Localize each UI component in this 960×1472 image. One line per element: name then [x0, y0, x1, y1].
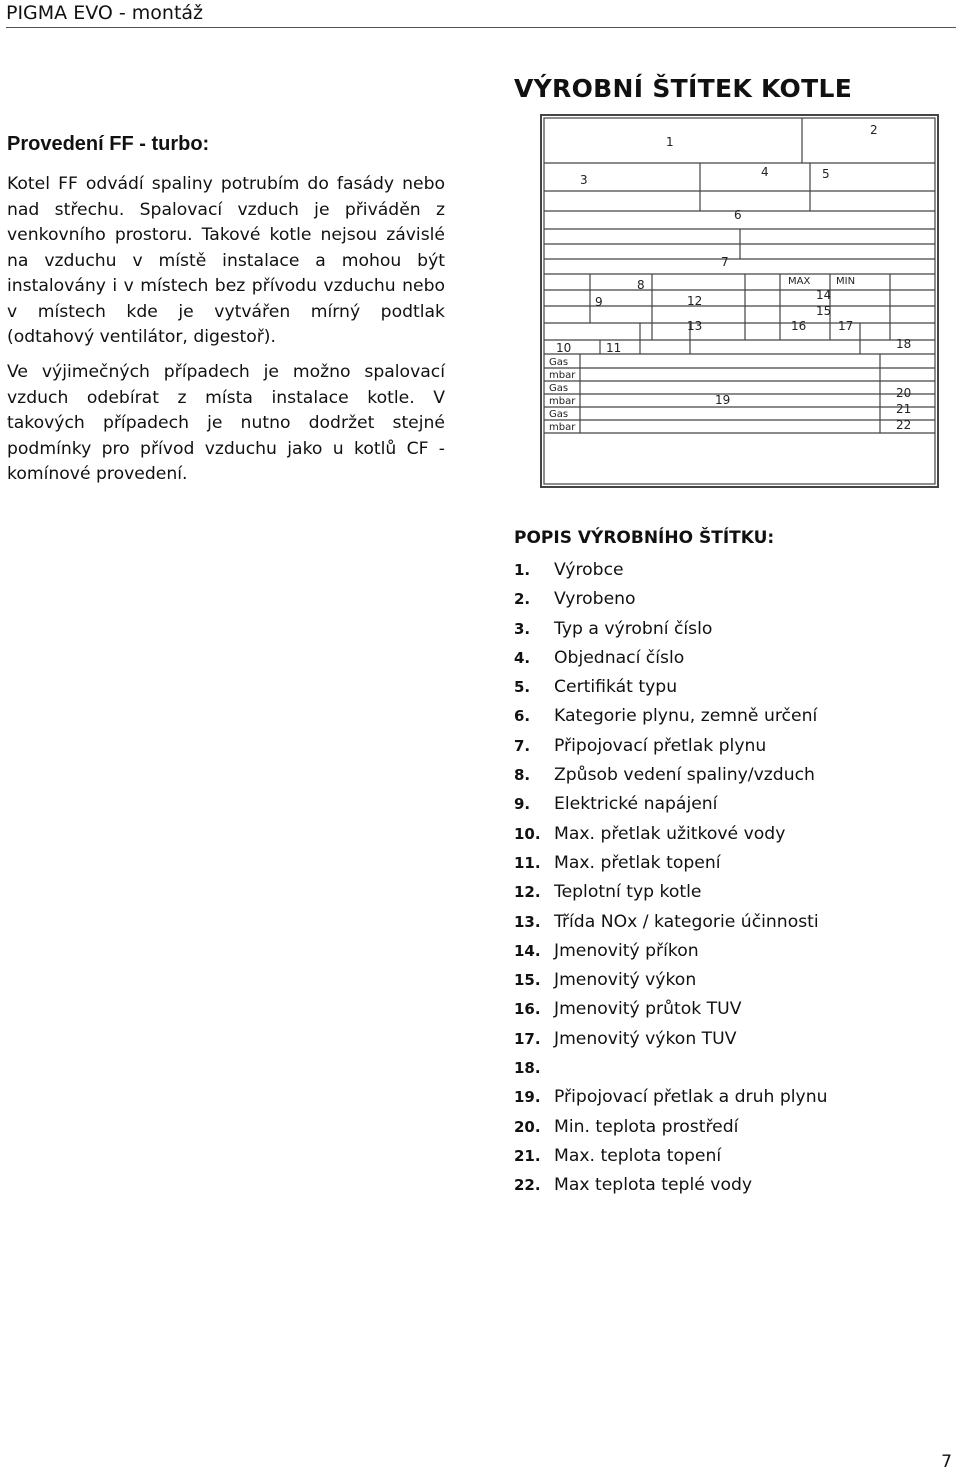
field-2-label: 2 — [870, 123, 878, 137]
field-4-label: 4 — [761, 165, 769, 179]
list-item — [514, 790, 828, 819]
field-12-label: 12 — [687, 294, 703, 308]
section-heading: Provedení FF - turbo: — [7, 133, 210, 155]
item-text: Max teplota teplé vody — [554, 1175, 753, 1196]
gas-label: Gas — [549, 357, 569, 368]
item-text: Připojovací přetlak a druh plynu — [554, 1087, 828, 1108]
list-item — [514, 585, 828, 614]
item-number: 6. — [514, 707, 531, 726]
gas-label: Gas — [549, 383, 569, 394]
field-18-label: 18 — [896, 337, 912, 351]
field-21-label: 21 — [896, 402, 912, 416]
field-6-label: 6 — [734, 208, 742, 222]
item-text: Max. teplota topení — [554, 1145, 722, 1166]
item-text: Max. přetlak užitkové vody — [554, 823, 786, 844]
item-text: Min. teplota prostředí — [554, 1116, 739, 1137]
list-item — [514, 966, 828, 995]
list-item — [514, 1142, 828, 1171]
item-text: Kategorie plynu, zemně určení — [554, 706, 818, 727]
item-number: 5. — [514, 678, 531, 697]
item-text: Teplotní typ kotle — [554, 882, 702, 903]
list-item — [514, 878, 828, 907]
item-number: 8. — [514, 766, 531, 785]
item-number: 19. — [514, 1088, 541, 1107]
min-label: MIN — [836, 276, 856, 287]
item-number: 12. — [514, 883, 541, 902]
field-11-label: 11 — [606, 341, 622, 355]
item-text: Typ a výrobní číslo — [554, 618, 713, 639]
item-number: 22. — [514, 1176, 541, 1195]
paragraph-exceptions: Ve výjimečných případech je možno spalovací vzduch odebírat z místa instalace kotle. V takových případech je nutno dodržet stejné podmínky pro přívod vzduchu jako u kotlů CF - komínové provedení. — [7, 362, 445, 484]
item-text: Výrobce — [554, 560, 624, 580]
field-19-label: 19 — [715, 393, 731, 407]
field-10-label: 10 — [556, 341, 572, 355]
mbar-label: mbar — [549, 370, 576, 381]
field-8-label: 8 — [637, 278, 645, 292]
mbar-label: mbar — [549, 396, 576, 407]
item-number: 14. — [514, 941, 541, 960]
description-heading: POPIS VÝROBNÍHO ŠTÍTKU: — [514, 528, 775, 548]
item-number: 4. — [514, 648, 531, 667]
item-text: Jmenovitý příkon — [554, 940, 699, 961]
list-item — [514, 732, 828, 761]
item-number: 21. — [514, 1146, 541, 1165]
list-item — [514, 702, 828, 731]
nameplate-diagram — [540, 114, 940, 490]
page-number: 7 — [941, 1452, 952, 1472]
list-item — [514, 908, 828, 937]
field-20-label: 20 — [896, 386, 912, 400]
field-5-label: 5 — [822, 167, 830, 181]
list-item — [514, 556, 828, 585]
item-number: 11. — [514, 853, 541, 872]
field-14-label: 14 — [816, 288, 832, 302]
mbar-label: mbar — [549, 422, 576, 433]
item-text: Elektrické napájení — [554, 794, 718, 815]
item-number: 7. — [514, 736, 531, 755]
item-text: Max. přetlak topení — [554, 852, 721, 873]
list-item — [514, 761, 828, 790]
item-number: 1. — [514, 561, 531, 579]
list-item — [514, 937, 828, 966]
item-number: 20. — [514, 1117, 541, 1136]
field-1-label: 1 — [666, 135, 674, 149]
list-item — [514, 995, 828, 1024]
item-text: Vyrobeno — [554, 589, 636, 610]
list-item — [514, 1025, 828, 1054]
item-text: Jmenovitý výkon — [554, 970, 697, 991]
item-text: Certifikát typu — [554, 677, 678, 698]
paragraph-ff-description: Kotel FF odvádí spaliny potrubím do fasády nebo nad střechu. Spalovací vzduch je přiváděn z venkovního prostoru. Takové kotle nejsou závislé na vzduchu v místě instalace a mohou být instalovány i v místech bez přívodu vzduchu nebo v místech kde je vytvářen mírný podtlak (odtahový ventilátor, digestoř). — [7, 174, 445, 347]
list-item — [514, 644, 828, 673]
gas-label: Gas — [549, 409, 569, 420]
item-number: 15. — [514, 971, 541, 990]
list-item — [514, 615, 828, 644]
item-text: Připojovací přetlak plynu — [554, 735, 767, 756]
field-22-label: 22 — [896, 418, 912, 432]
item-text: Třída NOx / kategorie účinnosti — [554, 911, 819, 932]
nameplate-title: VÝROBNÍ ŠTÍTEK KOTLE — [514, 74, 853, 103]
field-3-label: 3 — [580, 173, 588, 187]
item-number: 2. — [514, 590, 531, 609]
max-label: MAX — [788, 276, 811, 287]
header-title: PIGMA EVO - montáž — [6, 2, 204, 24]
list-item — [514, 1113, 828, 1142]
field-9-label: 9 — [595, 295, 603, 309]
item-text: Jmenovitý výkon TUV — [554, 1028, 737, 1049]
list-item — [514, 673, 828, 702]
item-number: 13. — [514, 912, 541, 931]
page-header — [6, 0, 956, 28]
field-15-label: 15 — [816, 304, 832, 318]
list-item — [514, 820, 828, 849]
list-item — [514, 1054, 828, 1083]
item-text: Jmenovitý průtok TUV — [554, 999, 742, 1020]
field-17-label: 17 — [838, 319, 854, 333]
field-13-label: 13 — [687, 319, 703, 333]
description-list — [514, 556, 828, 1201]
list-item — [514, 1083, 828, 1112]
list-item — [514, 1171, 828, 1200]
item-number: 10. — [514, 824, 541, 843]
field-16-label: 16 — [791, 319, 807, 333]
item-text: Objednací číslo — [554, 647, 685, 668]
list-item — [514, 849, 828, 878]
item-number: 17. — [514, 1029, 541, 1048]
field-7-label: 7 — [721, 255, 729, 269]
item-number: 18. — [514, 1059, 541, 1078]
item-number: 3. — [514, 619, 531, 638]
item-text: Způsob vedení spaliny/vzduch — [554, 765, 815, 786]
item-number: 9. — [514, 795, 531, 814]
item-number: 16. — [514, 1000, 541, 1019]
